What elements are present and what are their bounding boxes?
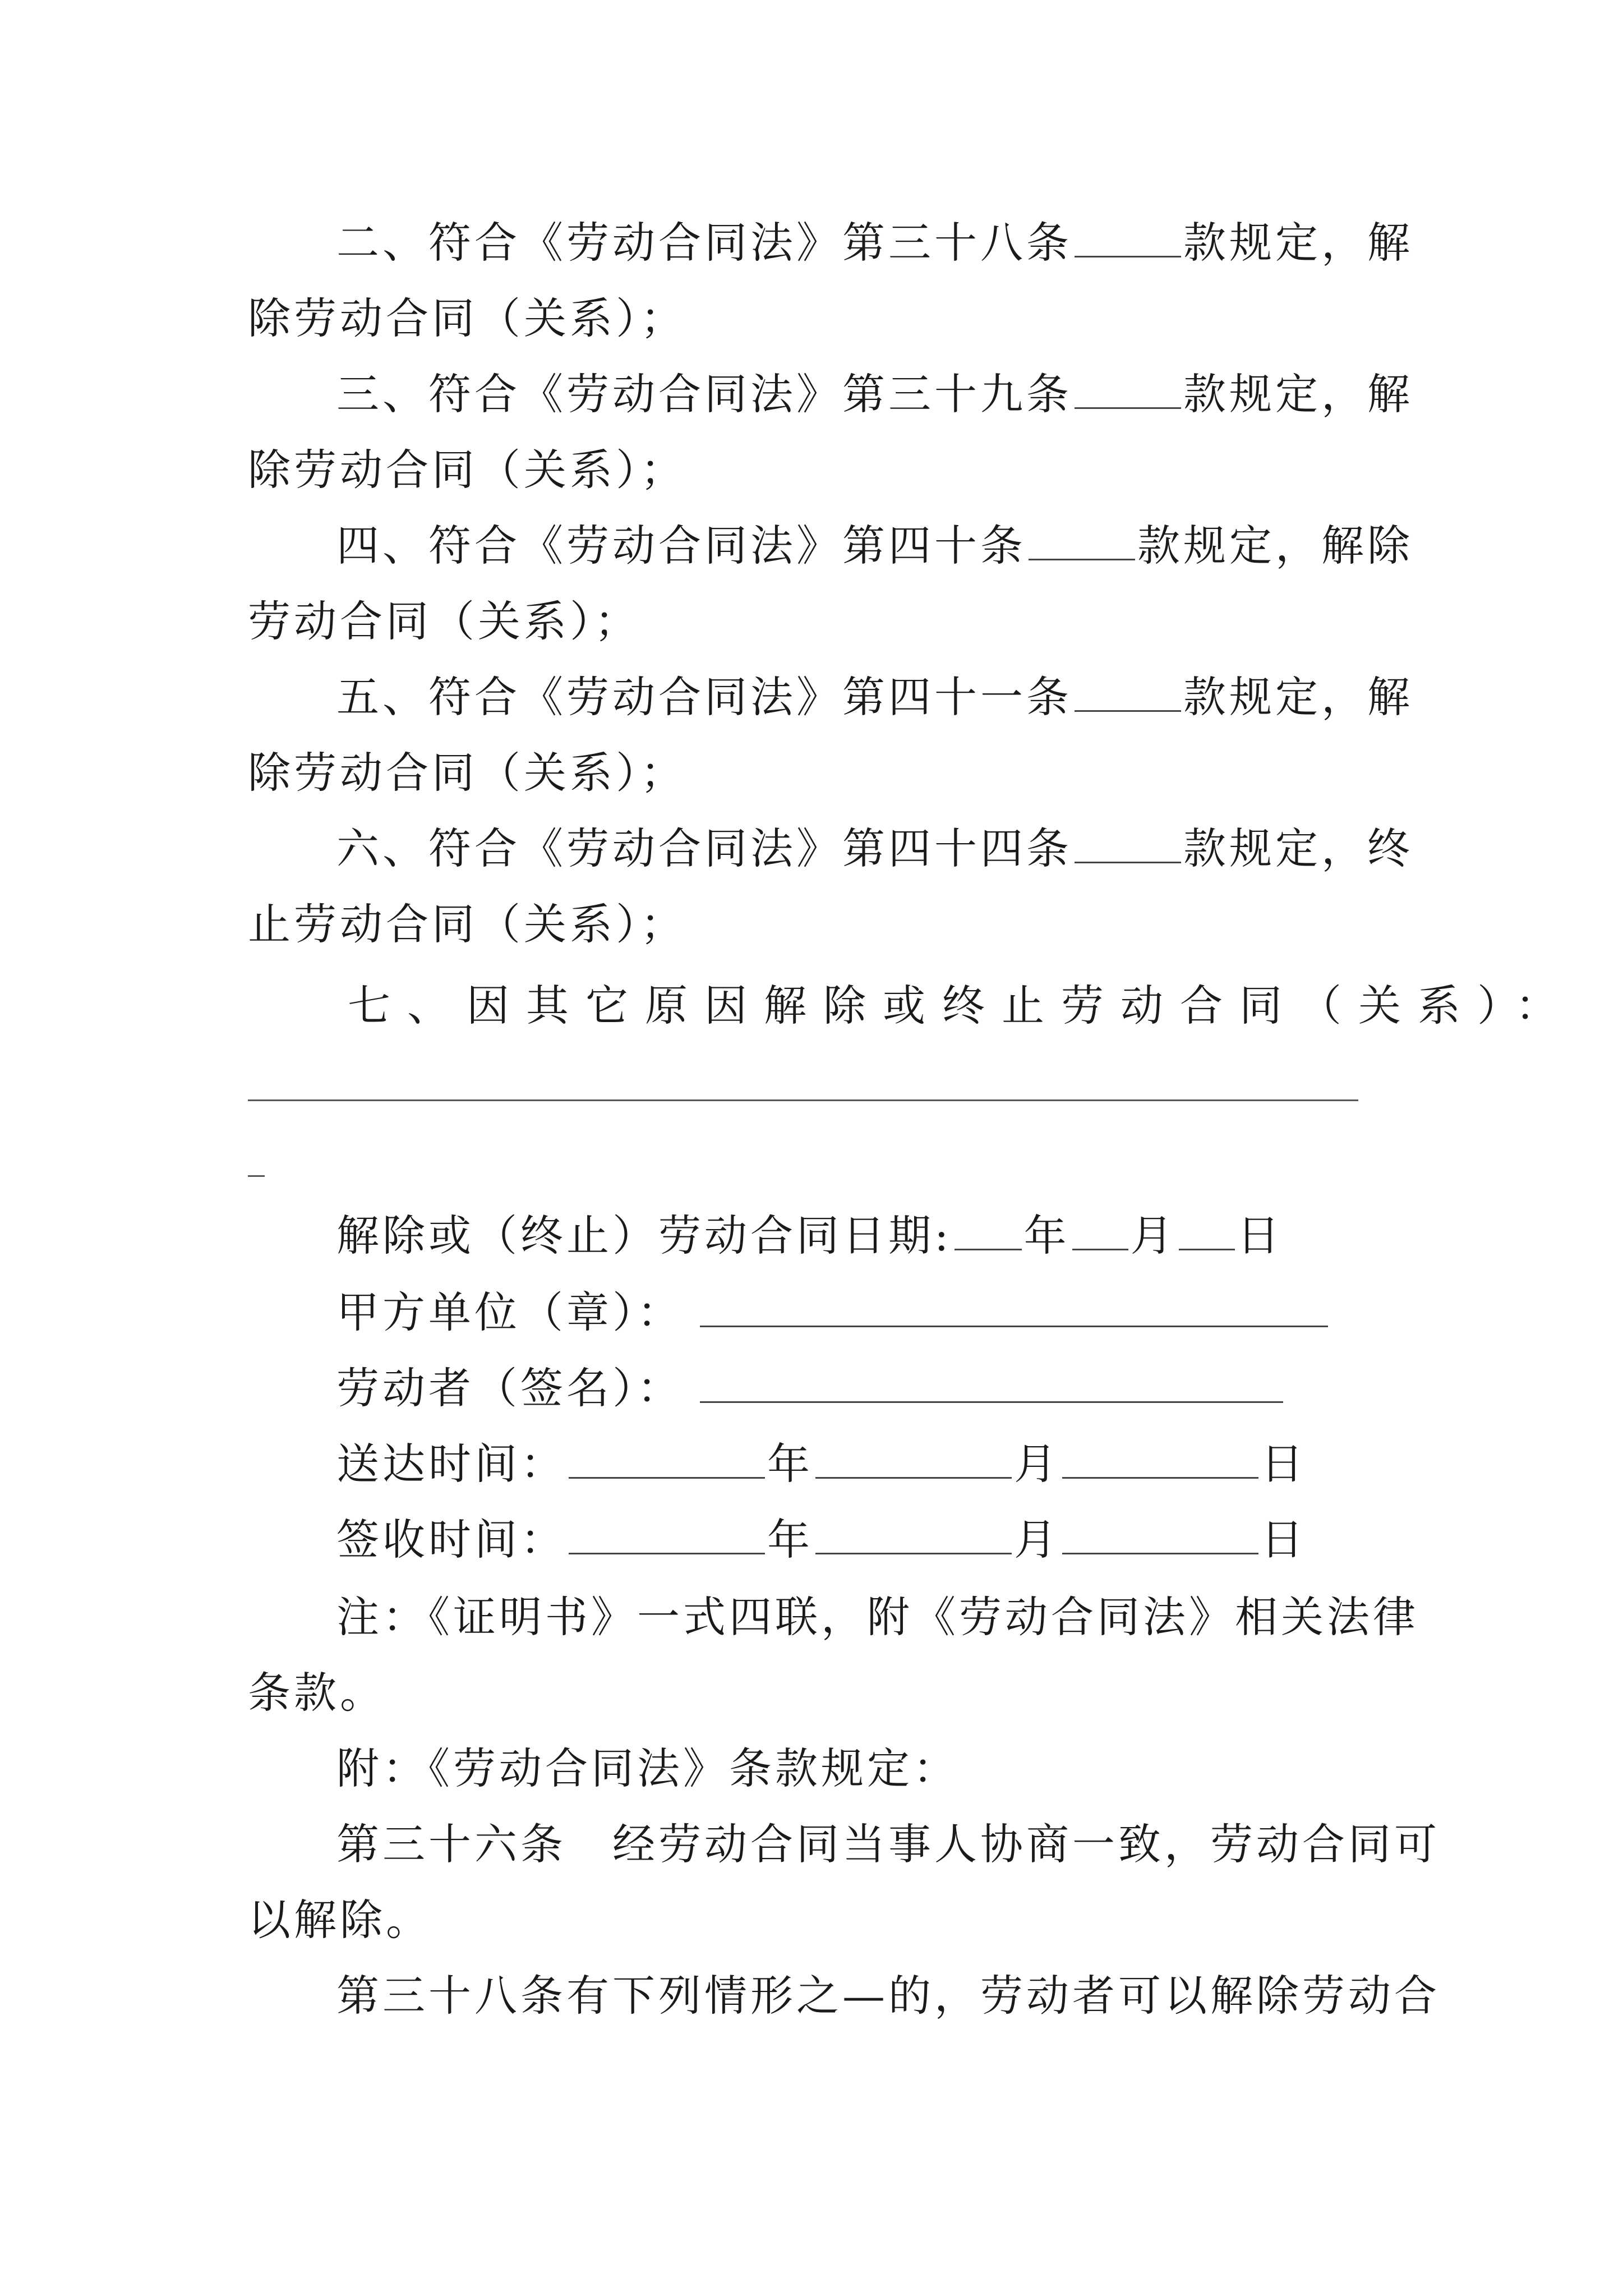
clause-text: 二、符合《劳动合同法》第三十八条 (336, 218, 1072, 268)
clause-item-7: 七、因其它原因解除或终止劳动合同（关系）： (348, 981, 1575, 1030)
delivery-month-field[interactable] (815, 1477, 1012, 1479)
clause-item-4-line2: 劳动合同（关系）； (248, 596, 640, 646)
party-a-row (336, 1287, 1330, 1337)
termination-day-field[interactable] (1179, 1249, 1235, 1250)
month-label: 月 (1014, 1439, 1060, 1489)
other-reason-blank-tail (248, 1175, 265, 1177)
day-label: 日 (1261, 1439, 1307, 1489)
delivery-day-field[interactable] (1062, 1477, 1258, 1479)
clause-text: 款规定，终 (1183, 823, 1413, 873)
other-reason-blank-line[interactable] (248, 1099, 1358, 1101)
worker-label: 劳动者（签名）： (336, 1363, 683, 1413)
clause-item-3-line2: 除劳动合同（关系）； (248, 445, 686, 495)
clause-text: 款规定，解 (1183, 218, 1413, 268)
worker-row (336, 1363, 1285, 1413)
year-label: 年 (1023, 1211, 1070, 1260)
receipt-day-field[interactable] (1062, 1553, 1258, 1554)
note-line2: 条款。 (248, 1668, 386, 1718)
day-label: 日 (1237, 1211, 1283, 1260)
month-label: 月 (1130, 1211, 1177, 1260)
article-blank[interactable] (1075, 710, 1181, 712)
year-label: 年 (767, 1439, 813, 1489)
receipt-year-field[interactable] (569, 1553, 765, 1554)
delivery-time-row (336, 1439, 1307, 1489)
clause-text: 六、符合《劳动合同法》第四十四条 (336, 823, 1072, 873)
clause-text: 三、符合《劳动合同法》第三十九条 (336, 369, 1072, 419)
day-label: 日 (1261, 1515, 1307, 1565)
clause-item-6-line1 (336, 823, 1413, 873)
note-line1: 注：《证明书》一式四联，附《劳动合同法》相关法律 (336, 1592, 1419, 1642)
year-label: 年 (767, 1515, 813, 1565)
clause-text: 款规定，解 (1183, 369, 1413, 419)
article-blank[interactable] (1029, 559, 1135, 560)
clause-text: 款规定，解除 (1137, 521, 1413, 570)
appendix-title: 附：《劳动合同法》条款规定： (336, 1743, 959, 1793)
clause-text: 款规定，解 (1183, 672, 1413, 722)
worker-signature-field[interactable] (700, 1401, 1283, 1403)
article-38-line1: 第三十八条有下列情形之—的，劳动者可以解除劳动合 (336, 1971, 1440, 2021)
clause-text: 五、符合《劳动合同法》第四十一条 (336, 672, 1072, 722)
party-a-seal-field[interactable] (700, 1326, 1328, 1327)
receipt-month-field[interactable] (815, 1553, 1012, 1554)
article-36-line1: 第三十六条 经劳动合同当事人协商一致，劳动合同可 (336, 1819, 1440, 1869)
article-blank[interactable] (1075, 407, 1181, 409)
clause-item-2-line2: 除劳动合同（关系）； (248, 293, 686, 343)
article-blank[interactable] (1075, 256, 1181, 257)
clause-item-3-line1 (336, 369, 1413, 419)
delivery-time-label: 送达时间： (336, 1439, 566, 1489)
termination-date-label: 解除或（终止）劳动合同日期: (336, 1211, 952, 1260)
delivery-year-field[interactable] (569, 1477, 765, 1479)
receipt-time-label: 签收时间： (336, 1515, 566, 1565)
article-36-line2: 以解除。 (248, 1895, 432, 1945)
clause-text: 四、符合《劳动合同法》第四十条 (336, 521, 1026, 570)
article-blank[interactable] (1075, 862, 1181, 863)
clause-item-5-line2: 除劳动合同（关系）； (248, 748, 686, 798)
termination-year-field[interactable] (955, 1249, 1022, 1250)
clause-item-6-line2: 止劳动合同（关系）； (248, 899, 686, 949)
clause-item-2-line1 (336, 218, 1413, 268)
termination-date-row (336, 1211, 1283, 1260)
clause-item-5-line1 (336, 672, 1413, 722)
month-label: 月 (1014, 1515, 1060, 1565)
termination-month-field[interactable] (1072, 1249, 1128, 1250)
clause-item-4-line1 (336, 521, 1413, 570)
receipt-time-row (336, 1515, 1307, 1565)
party-a-label: 甲方单位（章）： (336, 1287, 683, 1337)
